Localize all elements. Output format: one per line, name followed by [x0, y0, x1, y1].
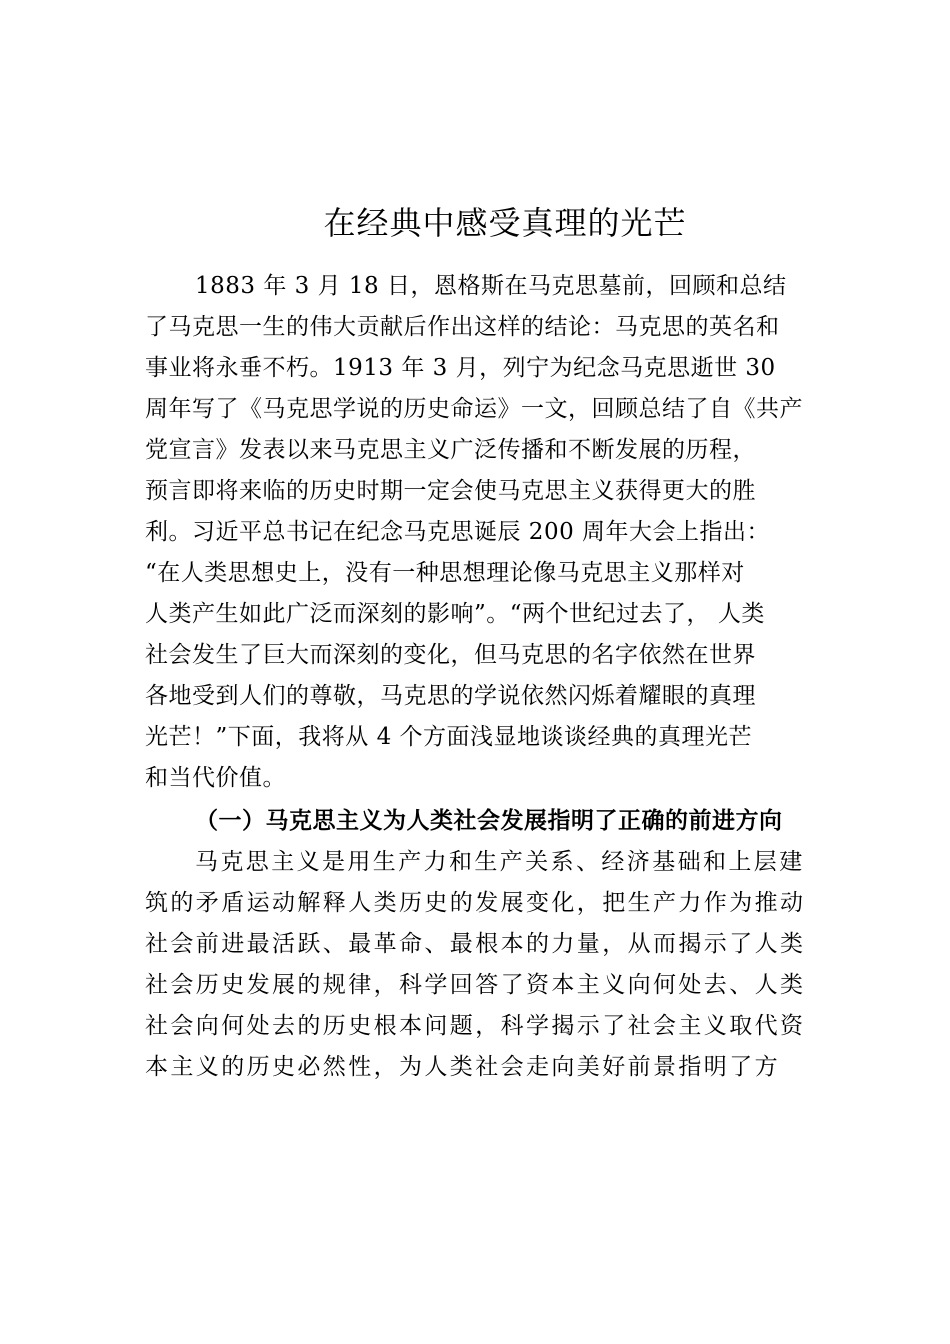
paragraph-line: 1883 年 3 月 18 日，恩格斯在马克思墓前，回顾和总结 [195, 273, 787, 299]
document-title: 在经典中感受真理的光芒 [323, 204, 687, 242]
paragraph-line: 社会历史发展的规律，科学回答了资本主义向何处去、人类 [145, 972, 806, 998]
paragraph-line: 利。习近平总书记在纪念马克思诞辰 200 周年大会上指出： [145, 519, 771, 545]
paragraph-line: 预言即将来临的历史时期一定会使马克思主义获得更大的胜 [145, 478, 756, 504]
paragraph-line: 党宣言》发表以来马克思主义广泛传播和不断发展的历程， [145, 437, 756, 463]
paragraph-line: 社会前进最活跃、最革命、最根本的力量，从而揭示了人类 [145, 931, 806, 957]
paragraph-line: 各地受到人们的尊敬，马克思的学说依然闪烁着耀眼的真理 [145, 683, 756, 709]
paragraph-line: 和当代价值。 [145, 765, 286, 791]
paragraph-line: 社会向何处去的历史根本问题，科学揭示了社会主义取代资 [145, 1013, 806, 1039]
paragraph-line: 周年写了《马克思学说的历史命运》一文，回顾总结了自《共产 [145, 396, 803, 422]
paragraph-line: 筑的矛盾运动解释人类历史的发展变化，把生产力作为推动 [145, 890, 806, 916]
paragraph-line: 马克思主义是用生产力和生产关系、经济基础和上层建 [195, 849, 805, 875]
paragraph-line: 人类产生如此广泛而深刻的影响”。“两个世纪过去了， 人类 [145, 601, 765, 627]
paragraph-line: 社会发生了巨大而深刻的变化，但马克思的名字依然在世界 [145, 642, 756, 668]
paragraph-line: 事业将永垂不朽。1913 年 3 月，列宁为纪念马克思逝世 30 [145, 355, 776, 381]
paragraph-line: 光芒！”下面，我将从 4 个方面浅显地谈谈经典的真理光芒 [145, 724, 753, 750]
paragraph-line: 了马克思一生的伟大贡献后作出这样的结论：马克思的英名和 [145, 314, 780, 340]
section-heading: （一）马克思主义为人类社会发展指明了正确的前进方向 [195, 807, 783, 834]
paragraph-line: 本主义的历史必然性，为人类社会走向美好前景指明了方 [145, 1054, 780, 1080]
paragraph-line: “在人类思想史上，没有一种思想理论像马克思主义那样对 [145, 560, 745, 586]
